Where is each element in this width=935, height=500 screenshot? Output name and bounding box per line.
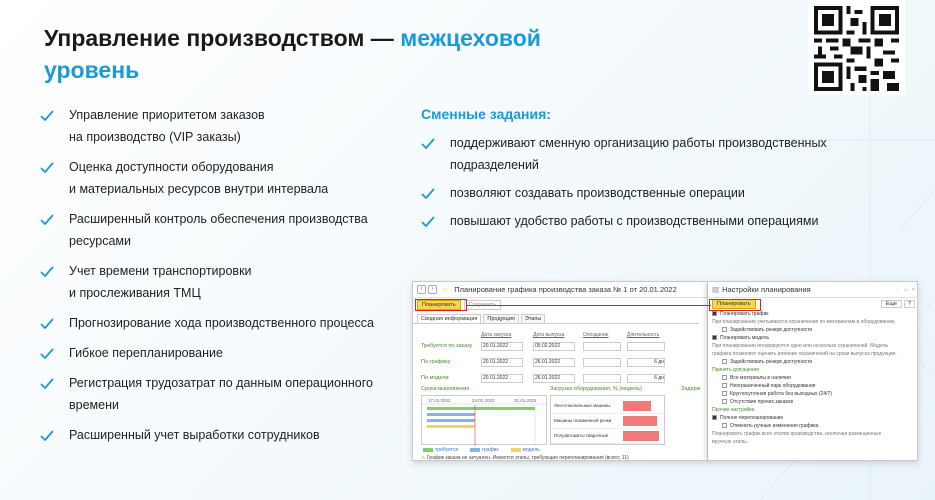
tab-1[interactable]: Продукция (483, 314, 519, 323)
list-item-line: Расширенный контроль обеспечения производства (69, 212, 368, 226)
settings-text: Отсутствие прочих заказов (730, 399, 793, 405)
list-item-line: и материальных ресурсов внутри интервала (69, 182, 329, 196)
legend-swatch (511, 448, 521, 452)
load-label: Полуавтоматы сварочные (554, 433, 609, 438)
checkbox-icon[interactable] (722, 383, 727, 388)
app-window-title: Планирование графика производства заказа № 1 от 20.01.2022 (454, 285, 677, 294)
back-icon[interactable]: ‹ (417, 285, 426, 294)
load-bar (623, 416, 657, 426)
legend-label: требуется (435, 447, 459, 453)
legend-swatch (470, 448, 480, 452)
list-item-text (450, 182, 745, 204)
load-svg (551, 396, 666, 446)
check-icon (40, 378, 54, 390)
qr-code (808, 0, 905, 95)
list-item (40, 428, 380, 446)
highlight-box-2 (709, 299, 761, 311)
settings-note (708, 406, 918, 414)
row-field[interactable] (583, 342, 621, 351)
check-icon (421, 216, 435, 228)
settings-checkbox[interactable] (708, 422, 918, 430)
legend-item (470, 447, 498, 453)
gantt-svg (422, 396, 548, 446)
settings-more-button[interactable]: Еще (881, 300, 902, 308)
list-item (421, 136, 841, 176)
star-icon[interactable]: ☆ (442, 286, 449, 294)
settings-text: Отменить ручные изменения графика (730, 423, 819, 429)
close-icon[interactable]: × (911, 286, 915, 293)
row-field[interactable] (583, 374, 621, 383)
features-list (40, 108, 380, 458)
settings-checkbox[interactable] (708, 382, 918, 390)
list-item (40, 108, 380, 148)
gantt-bar-schedule-2 (427, 419, 475, 422)
row-field[interactable]: 20.01.2022 (481, 374, 523, 383)
settings-text: Задействовать резерв доступности (730, 327, 813, 333)
app-screenshot (412, 281, 918, 461)
gantt-bar-required (427, 407, 535, 410)
row-field[interactable]: 6 дн (627, 358, 665, 367)
settings-checkbox[interactable] (708, 414, 918, 422)
list-item-text (69, 342, 223, 364)
list-item-text (69, 104, 265, 148)
highlight-connector (467, 305, 711, 306)
row-label: Требуется по заказу (421, 343, 473, 349)
legend-item (423, 447, 458, 453)
list-item-text (69, 372, 373, 416)
settings-checkbox[interactable] (708, 326, 918, 334)
column-header: Дата запуска (481, 332, 512, 338)
row-field[interactable]: 05.02.2022 (533, 342, 575, 351)
list-item-line: Регистрация трудозатрат по данным операционного (69, 376, 373, 390)
row-label: По модели (421, 375, 449, 381)
list-item-text (69, 208, 368, 252)
list-item (40, 160, 380, 200)
settings-checkbox[interactable] (708, 390, 918, 398)
checkbox-icon[interactable] (722, 359, 727, 364)
load-bar (623, 401, 651, 411)
list-item-line: поддерживают сменную организацию работы производственных (450, 136, 827, 150)
list-item-text (69, 424, 320, 446)
list-item-line: Учет времени транспортировки (69, 264, 252, 278)
list-item-line: Управление приоритетом заказов (69, 108, 265, 122)
list-item (40, 346, 380, 364)
list-item-line: и прослеживания ТМЦ (69, 286, 201, 300)
row-field[interactable] (627, 342, 665, 351)
settings-text: При планировании учитываются ограничения по материалам и оборудованию. (712, 319, 896, 325)
settings-title: Настройки планирования (722, 285, 811, 294)
warning-icon: ⚠ (421, 455, 426, 461)
column-header: Дата выпуска (533, 332, 565, 338)
settings-text: вручную этапы. (712, 439, 749, 445)
settings-checkbox[interactable] (708, 310, 918, 318)
list-item-line: времени (69, 398, 119, 412)
title-accent-text-2: уровень (44, 57, 140, 83)
settings-text: При планировании игнорируются одно или несколько ограничений. Модель (712, 343, 889, 349)
row-label: По графику (421, 359, 451, 365)
check-icon (40, 110, 54, 122)
list-item (421, 214, 841, 232)
legend-swatch (423, 448, 433, 452)
checkbox-icon[interactable] (712, 415, 717, 420)
settings-text: Задействовать резерв доступности (730, 359, 813, 365)
status-text: График заказа не актуален. Имеются этапы, требующие перепланирования (всего: 11) (426, 455, 629, 461)
settings-text: Принять допущения (712, 367, 759, 373)
row-field[interactable]: 26.01.2022 (533, 358, 575, 367)
settings-note (708, 430, 918, 438)
title-text: Управление производством — (44, 25, 394, 51)
load-bar (623, 431, 659, 441)
page-title (44, 22, 541, 86)
list-item-line: подразделений (450, 158, 539, 172)
check-icon (40, 214, 54, 226)
load-title: Загрузка оборудования, % (модель) (550, 386, 642, 392)
qr-code-icon (814, 6, 899, 91)
gantt-title: Сроки выполнения (421, 386, 470, 392)
maximize-icon[interactable]: □ (904, 286, 908, 293)
shift-tasks-title: Сменные задания: (421, 106, 551, 122)
row-field[interactable]: 20.01.2022 (481, 358, 523, 367)
side-label: Задерж (681, 386, 701, 392)
settings-note (708, 318, 918, 326)
gantt-chart (421, 395, 547, 445)
settings-text: Неограниченный парк оборудования (730, 383, 816, 389)
list-item-text (450, 210, 818, 232)
settings-icon: ▤ (712, 285, 720, 294)
check-icon (40, 162, 54, 174)
check-icon (40, 348, 54, 360)
list-item-text (69, 156, 328, 200)
settings-note (708, 366, 918, 374)
list-item-text (69, 260, 252, 304)
settings-text: Планировать модель (720, 335, 770, 341)
settings-plan-button[interactable]: Планировать (712, 299, 756, 309)
highlight-box-1 (415, 299, 467, 311)
row-field[interactable]: 20.01.2022 (481, 342, 523, 351)
legend-item (511, 447, 540, 453)
settings-note (708, 350, 918, 358)
checkbox-icon[interactable] (722, 423, 727, 428)
check-icon (40, 318, 54, 330)
list-item-text (69, 312, 374, 334)
list-item-line: Гибкое перепланирование (69, 346, 223, 360)
list-item-line: позволяют создавать производственные операции (450, 186, 745, 200)
check-icon (421, 188, 435, 200)
settings-text: Круглосуточная работа без выходных (24/7) (730, 391, 833, 397)
settings-text: Все материалы в наличии (730, 375, 791, 381)
gantt-legend (423, 447, 540, 453)
list-item-line: Оценка доступности оборудования (69, 160, 274, 174)
settings-text: Прочие настройки (712, 407, 755, 413)
checkbox-icon[interactable] (722, 375, 727, 380)
checkbox-icon[interactable] (712, 335, 717, 340)
check-icon (40, 430, 54, 442)
title-accent-text: межцеховой (400, 25, 541, 51)
settings-header (708, 282, 918, 298)
shift-tasks-list (421, 136, 841, 232)
gantt-date-0: 17.01.2022 (428, 398, 451, 403)
settings-text: графика позволяет оценить влияние ограничений на сроки выпуска продукции. (712, 351, 897, 357)
load-label: Машины плазменной резки (554, 418, 612, 423)
legend-label: график (482, 447, 499, 453)
list-item (40, 264, 380, 304)
checkbox-icon[interactable] (712, 311, 717, 316)
tab-0[interactable]: Сводная информация (417, 314, 481, 323)
column-header: Длительность (627, 332, 660, 338)
list-item (421, 186, 841, 204)
settings-note (708, 438, 918, 446)
list-item-line: ресурсами (69, 234, 131, 248)
legend-label: модель (522, 447, 540, 453)
load-label: Ленточнопильные машины (554, 403, 611, 408)
list-item-line: Прогнозирование хода производственного процесса (69, 316, 374, 330)
checkbox-icon[interactable] (722, 399, 727, 404)
plan-button[interactable]: Планировать (417, 300, 461, 310)
settings-text: Полное перепланирование (720, 415, 784, 421)
tab-2[interactable]: Этапы (521, 314, 545, 323)
row-field[interactable]: 26.01.2022 (533, 374, 575, 383)
gantt-bar-model (427, 425, 475, 428)
checkbox-icon[interactable] (722, 327, 727, 332)
settings-text: Планировать график всех этапов производства, исключая размещенные (712, 431, 882, 437)
help-button[interactable]: ? (904, 300, 915, 308)
check-icon (40, 266, 54, 278)
list-item (40, 212, 380, 252)
settings-checkbox[interactable] (708, 358, 918, 366)
settings-checkbox[interactable] (708, 334, 918, 342)
app-tabs (413, 314, 699, 324)
shift-tasks-block (421, 106, 841, 242)
settings-options (708, 310, 918, 446)
settings-text: Планировать график (720, 311, 769, 317)
check-icon (421, 138, 435, 150)
more-icon[interactable]: ⋮ (894, 286, 901, 293)
status-line (421, 455, 629, 461)
settings-note (708, 342, 918, 350)
column-header: Опоздание (583, 332, 609, 338)
list-item (40, 316, 380, 334)
list-item-text (450, 132, 827, 176)
load-chart (550, 395, 665, 445)
row-field[interactable] (583, 358, 621, 367)
checkbox-icon[interactable] (722, 391, 727, 396)
settings-checkbox[interactable] (708, 374, 918, 382)
gantt-bar-schedule (427, 413, 475, 416)
list-item-line: на производство (VIP заказы) (69, 130, 241, 144)
list-item (40, 376, 380, 416)
list-item-line: Расширенный учет выработки сотрудников (69, 428, 320, 442)
list-item-line: повышают удобство работы с производственными операциями (450, 214, 819, 228)
settings-checkbox[interactable] (708, 398, 918, 406)
gantt-date-2: 31.01.2022 (514, 398, 537, 403)
gantt-date-1: 24.01.2022 (472, 398, 495, 403)
row-field[interactable]: 6 дн (627, 374, 665, 383)
forward-icon[interactable]: › (428, 285, 437, 294)
